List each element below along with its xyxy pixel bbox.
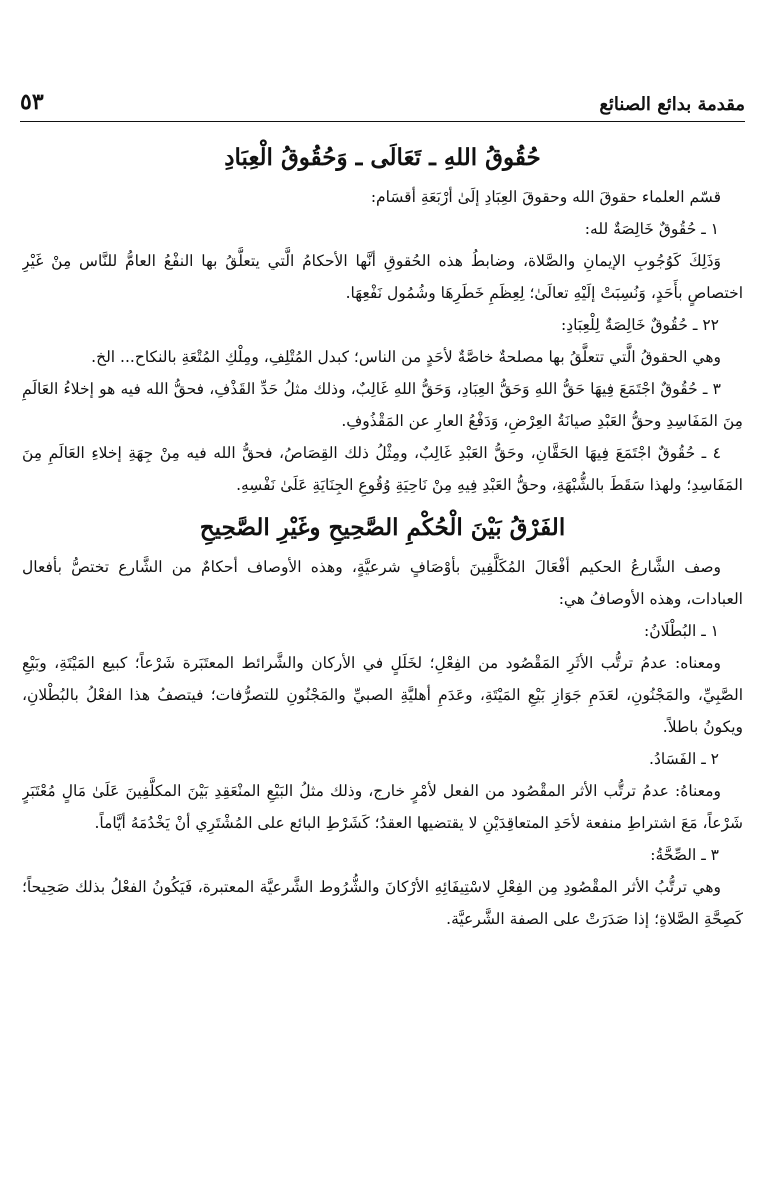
validity-item-3-title: ٣ ـ الصِّحَّةُ: [650,846,719,864]
validity-item-2-title: ٢ ـ الفَسَادُ. [649,750,719,768]
rights-item-4-text: ٤ ـ حُقُوقٌ اجْتَمَعَ فِيهَا الحَقَّانِ، وحَقُّ العَبْدِ غَالِبٌ، ومِثْلُ ذلك القِصَاصُ، فحقُّ الله فيه مِنْ جِهَةِ إخلاءِ العَالَمِ مِنَ المَفَاسِدِ؛ ولهذا سَقَطَ بالشُّبْهَةِ، وحقُّ العَبْدِ فِيهِ مِنْ نَاحِيَةِ وُقُوعِ الجِنَايَةِ عَلَىٰ نَفْسِهِ. [22,444,743,494]
rights-item-3-text: ٣ ـ حُقُوقٌ اجْتَمَعَ فِيهَا حَقُّ اللهِ وَحَقُّ العِبَادِ، وَحَقُّ اللهِ غَالِبٌ، وذلك مثلُ حَدِّ القَذْفِ، فحقُّ الله فيه هو إخلاءُ العَالَمِ مِنَ المَفَاسِدِ وحقُّ العَبْدِ صيانَةُ العِرْضِ، وَدَفْعُ العارِ عن المَقْذُوفِ. [22,380,743,430]
header-title: مقدمة بدائع الصنائع [599,94,745,115]
running-header [20,86,745,122]
rights-item-1-text: وَذَلِكَ كَوُجُوبِ الإيمانِ والصَّلاة، وضابطُ هذه الحُقوقِ أنَّها الأحكامُ الَّتي يتعلَّقُ بها النفْعُ العامُّ للنَّاس مِنْ غَيْرِ اختصاصٍ بأَحَدٍ، وَنُسِبَتْ إلَيْهِ تعالَىٰ؛ لِعِظَمِ خَطَرِهَا وشُمُول نَفْعِهَا. [22,252,743,302]
page-content [22,135,743,1105]
section-intro-validity: وصف الشَّارعُ الحكيم أفْعَالَ المُكَلَّفِينَ بأوْصَافٍ شرعيَّةٍ، وهذه الأوصاف أحكامٌ من الشَّارع تختصُّ بأفعال العبادات، وهذه الأوصافُ هي: [22,558,743,608]
rights-item-2-text: وهي الحقوقُ الَّتي تتعلَّقُ بها مصلحةٌ خاصَّةٌ لأحَدٍ من الناس؛ كبدل المُتْلِفِ، ومِلْكِ المُتْعَةِ بالنكاح... الخ. [91,348,721,366]
validity-item-2-text: ومعناهُ: عدمُ ترتُّب الأثر المقْصُود من الفعل لأمْرٍ خارج، وذلك مثلُ البَيْعِ المنْعَقِدِ بَيْنَ المكلَّفِينَ عَلَىٰ مَالٍ مُعْتَبَرٍ شَرْعاً، مَعَ اشتراطِ منفعة لأحَدِ المتعاقِدَيْنِ لا يقتضيها العقدُ؛ كَشَرْطِ البائع على المُشْتَرِي أنْ يَخْدُمَهُ أيَّاماً. [22,782,743,832]
rights-item-1-title: ١ ـ حُقُوقٌ خَالِصَةٌ لله: [584,220,719,238]
validity-item-1-title: ١ ـ البُطْلَانُ: [644,622,719,640]
validity-item-1-text: ومعناه: عدمُ ترتُّب الأثَرِ المَقْصُود من الفِعْلِ؛ لخَلَلٍ في الأركان والشَّرائط المعتَبَرة شَرْعاً؛ كبيع المَيْتَةِ، وبَيْعِ الصَّبِيِّ، والمَجْنُونِ، لعَدَمِ جَوَازِ بَيْعِ المَيْتَةِ، وعَدَمِ أهليَّةِ الصبيِّ والمَجْنُونِ للتصرُّفات؛ فيتصفُ هذا الفعْلُ بالبُطْلانِ، ويكونُ باطلاً. [22,654,743,736]
rights-item-2-title: ٢٢ ـ حُقُوقٌ خَالِصَةٌ لِلْعِبَادِ: [561,316,719,334]
section-heading-rights: حُقُوقُ اللهِ ـ تَعَالَى ـ وَحُقُوقُ الْعِبَادِ [224,144,541,171]
validity-item-3-text: وهي ترتُّبُ الأثر المقْصُودِ مِن الفِعْلِ لاسْتِيفَائِهِ الأرْكانَ والشُّرُوط الشَّرعيَّة المعتبرة، فَيَكُونُ الفعْلُ بذلك صَحِيحاً؛ كَصِحَّةِ الصَّلاةِ؛ إذا صَدَرَتْ على الصفة الشَّرعيَّة. [22,878,743,928]
section-heading-validity: الفَرْقُ بَيْنَ الْحُكْمِ الصَّحِيحِ وغَيْرِ الصَّحِيحِ [199,514,566,541]
section-intro-rights: قسّم العلماء حقوقَ الله وحقوقَ العِبَادِ إلَىٰ أرْبَعَةِ أقسَام: [370,188,721,206]
section-gap [22,501,743,505]
page-number: ٥٣ [20,89,44,115]
